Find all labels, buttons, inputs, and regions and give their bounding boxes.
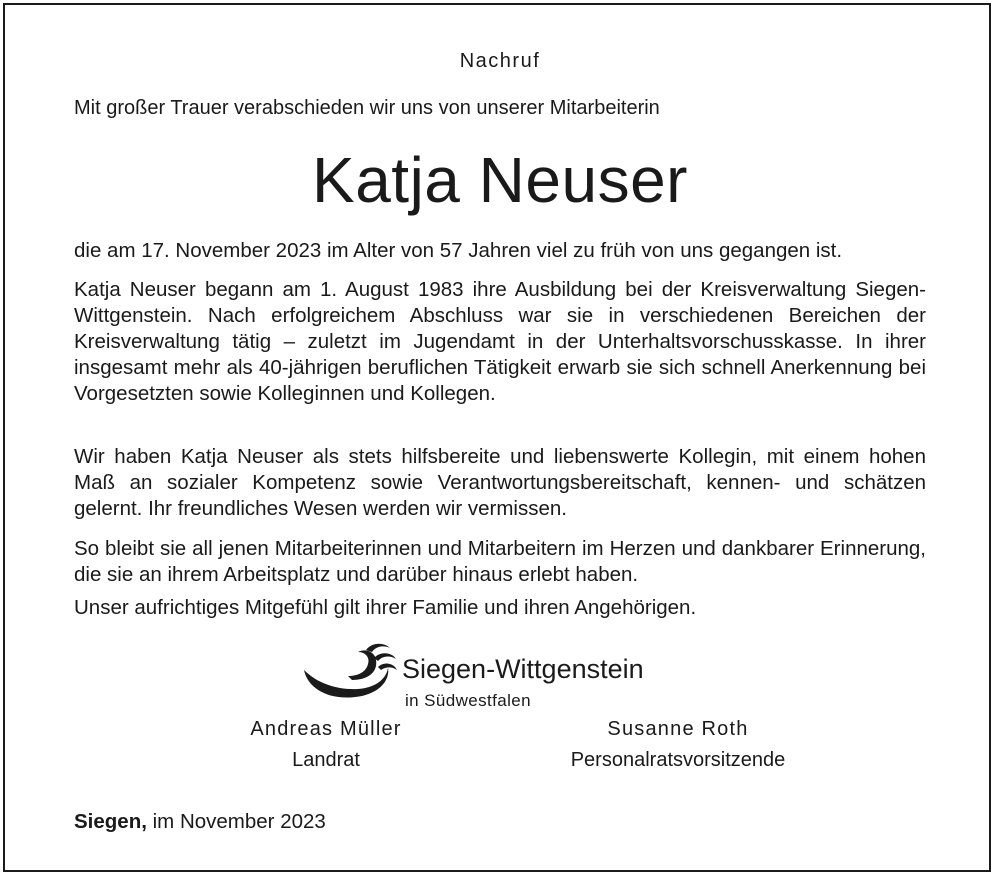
signatory-right [540,714,816,776]
logo-subtitle: in Südwestfalen [405,691,532,710]
signatory-role: Personalratsvorsitzende [570,749,786,771]
place-date-line [74,810,326,834]
deceased-name: Katja Neuser [312,144,688,216]
place-name: Siegen, [74,810,147,833]
swoosh-logo-icon [300,640,400,715]
paragraph-character: Wir haben Katja Neuser als stets hilfsbereite und liebenswerte Kollegin, mit einem hohen Maß an sozialer Kompetenz sowie Verantwortungsbereitschaft, kennen- und schätzen gelernt. Ihr freundliches Wesen werden wir vermissen. [74,445,926,520]
logo-title: Siegen-Wittgenstein [402,654,644,684]
intro-text: Mit großer Trauer verabschieden wir uns von unserer Mitarbeiterin [74,97,660,119]
notice-border [3,3,991,872]
signatory-name: Susanne Roth [607,718,749,740]
signatory-left [226,714,426,776]
paragraph-condolence: Unser aufrichtiges Mitgefühl gilt ihrer Familie und ihren Angehörigen. [74,596,697,619]
paragraph-career: Katja Neuser begann am 1. August 1983 ihre Ausbildung bei der Kreisverwaltung Siegen-Wittgenstein. Nach erfolgreichem Abschluss war sie in verschiedenen Bereichen der Kreisverwaltung tätig – zuletzt im Jugendamt in der Unterhaltsvorschusskasse. In ihrer insgesamt mehr als 40-jährigen beruflichen Tätigkeit erwarb sie sich schnell Anerkennung bei Vorgesetzten sowie Kolleginnen und Kollegen. [74,278,926,405]
notice-heading: Nachruf [459,50,541,72]
date-text: im November 2023 [152,810,326,833]
paragraph-remembrance: So bleibt sie all jenen Mitarbeiterinnen und Mitarbeitern im Herzen und dankbarer Erinnerung, die sie an ihrem Arbeitsplatz und darüber hinaus erlebt haben. [74,537,926,586]
death-date-text: die am 17. November 2023 im Alter von 57 Jahren viel zu früh von uns gegangen ist. [74,239,843,262]
signatory-role: Landrat [292,749,360,771]
district-logo [300,640,700,715]
signatory-name: Andreas Müller [250,718,402,740]
